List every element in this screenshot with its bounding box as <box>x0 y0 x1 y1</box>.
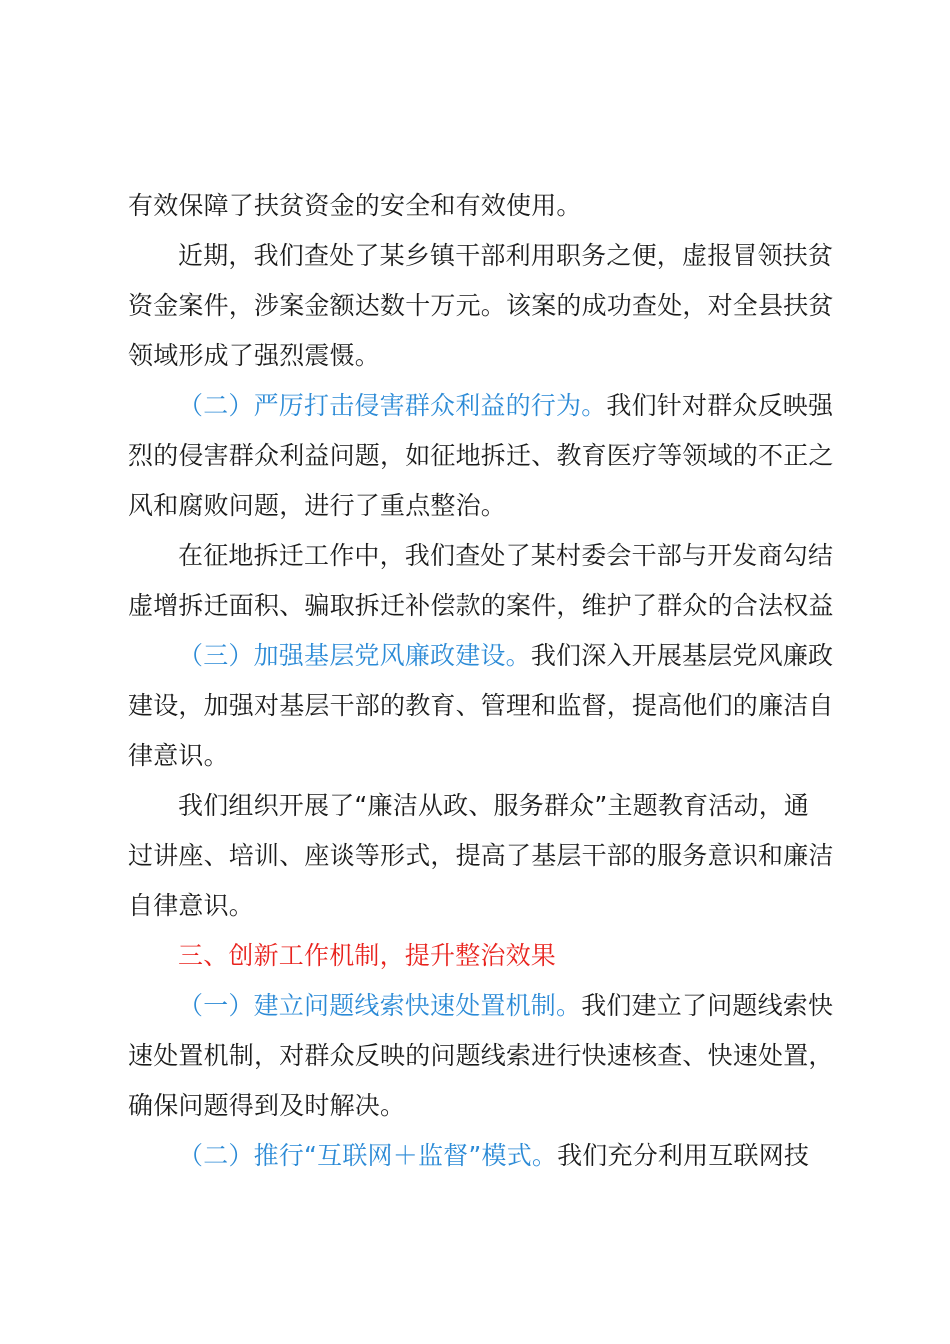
paragraph-line <box>178 988 898 1024</box>
subheading-2-severe-crackdown: （二）严厉打击侵害群众利益的行为。 <box>178 391 607 420</box>
subheading-1-rapid-handling: （一）建立问题线索快速处置机制。 <box>178 991 582 1020</box>
section-title-3-innovate-mechanism: 三、创新工作机制，提升整治效果 <box>178 941 557 970</box>
paragraph-line <box>178 388 898 424</box>
paragraph-line: 近期，我们查处了某乡镇干部利用职务之便，虚报冒领扶贫 <box>178 241 834 270</box>
paragraph-line: 自律意识。 <box>128 891 255 920</box>
paragraph-line: 有效保障了扶贫资金的安全和有效使用。 <box>128 191 582 220</box>
paragraph-line: 领域形成了强烈震慑。 <box>128 341 381 370</box>
paragraph-text: 我们充分利用互联网技 <box>557 1141 810 1170</box>
paragraph-line: 风和腐败问题，进行了重点整治。 <box>128 491 507 520</box>
paragraph-line: 我们组织开展了“廉洁从政、服务群众”主题教育活动，通 <box>178 791 810 820</box>
paragraph-text: 我们深入开展基层党风廉政 <box>530 641 834 670</box>
subheading-3-grassroots-integrity: （三）加强基层党风廉政建设。 <box>178 641 531 670</box>
paragraph-line: 虚增拆迁面积、骗取拆迁补偿款的案件，维护了群众的合法权益 <box>128 591 834 620</box>
paragraph-line: 速处置机制，对群众反映的问题线索进行快速核查、快速处置， <box>128 1041 834 1070</box>
subheading-2-internet-supervision: （二）推行“互联网＋监督”模式。 <box>178 1141 558 1170</box>
paragraph-line: 烈的侵害群众利益问题，如征地拆迁、教育医疗等领域的不正之 <box>128 441 834 470</box>
paragraph-line: 过讲座、培训、座谈等形式，提高了基层干部的服务意识和廉洁 <box>128 841 834 870</box>
paragraph-text: 我们针对群众反映强 <box>606 391 834 420</box>
paragraph-text: 我们建立了问题线索快 <box>581 991 834 1020</box>
paragraph-line: 资金案件，涉案金额达数十万元。该案的成功查处，对全县扶贫 <box>128 291 834 320</box>
paragraph-line: 在征地拆迁工作中，我们查处了某村委会干部与开发商勾结 <box>178 541 834 570</box>
paragraph-line: 确保问题得到及时解决。 <box>128 1091 406 1120</box>
paragraph-line <box>178 1138 898 1174</box>
paragraph-line: 建设，加强对基层干部的教育、管理和监督，提高他们的廉洁自 <box>128 691 834 720</box>
paragraph-line: 律意识。 <box>128 741 229 770</box>
paragraph-line <box>178 638 898 674</box>
